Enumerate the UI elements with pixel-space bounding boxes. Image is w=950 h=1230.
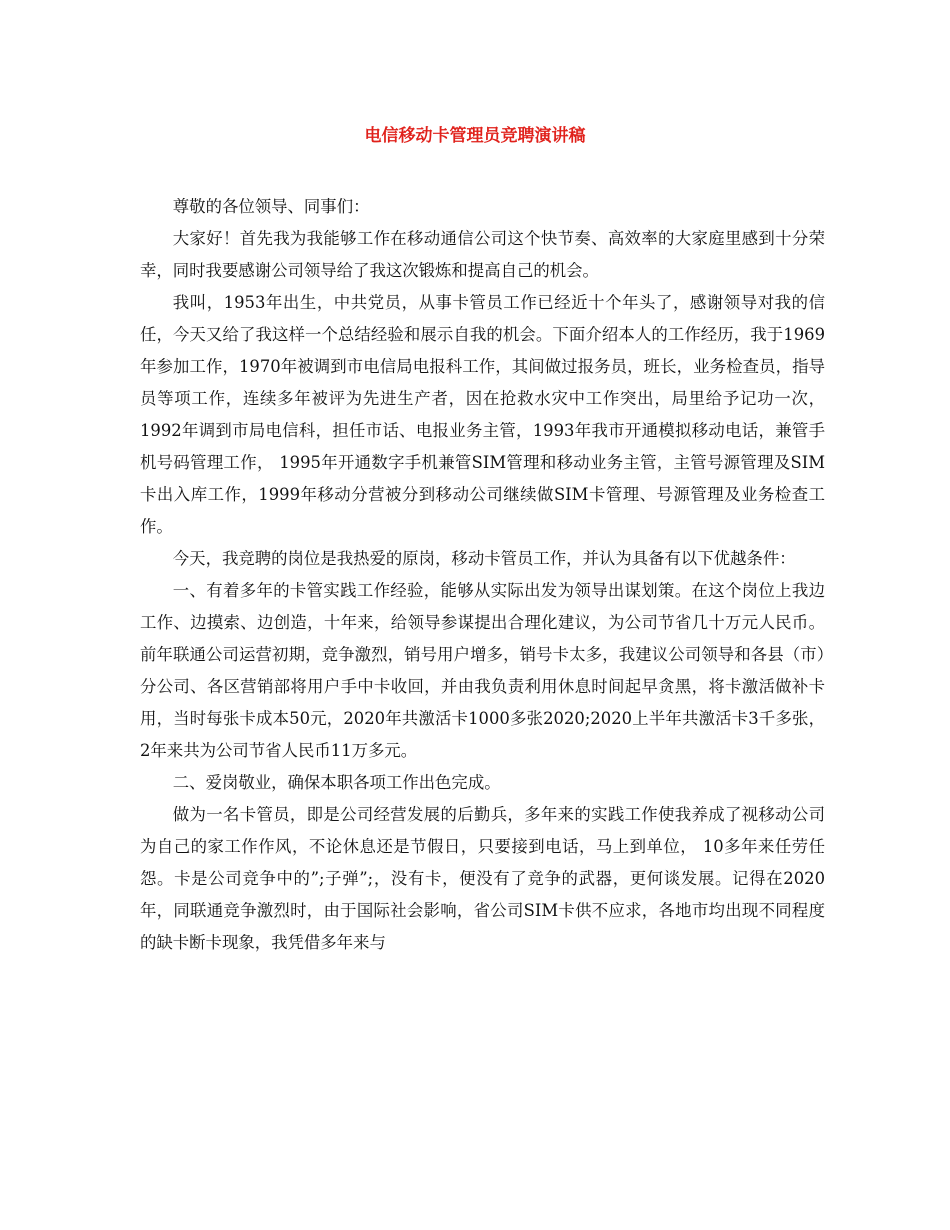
document-title: 电信移动卡管理员竞聘演讲稿: [364, 126, 586, 146]
experience-paragraph: 我叫，1953年出生，中共党员，从事卡管员工作已经近十个年头了，感谢领导对我的信任，今天又给了我这样一个总结经验和展示自我的机会。下面介绍本人的工作经历，我于1969年参加工作，1970年被调到市电信局电报科工作，其间做过报务员，班长，业务检查员，指导员等项工作，连续多年被评为先进生产者，因在抢救水灾中工作突出，局里给予记功一次，1992年调到市局电信科，担任市话、电报业务主管，1993年我市开通模拟移动电话，兼管手机号码管理工作， 1995年开通数字手机兼管SIM管理和移动业务主管，主管号源管理及SIM卡出入库工作，1999年移动分营被分到移动公司继续做SIM卡管理、号源管理及业务检查工作。: [140, 293, 825, 536]
document-body: [140, 191, 825, 959]
intro-paragraph: 大家好！首先我为我能够工作在移动通信公司这个快节奏、高效率的大家庭里感到十分荣幸，同时我要感谢公司领导给了我这次锻炼和提高自己的机会。: [140, 229, 825, 280]
advantage-two-heading: 二、爱岗敬业，确保本职各项工作出色完成。: [172, 773, 501, 792]
position-paragraph: 今天，我竞聘的岗位是我热爱的原岗，移动卡管员工作，并认为具备有以下优越条件：: [172, 549, 796, 568]
greeting-paragraph: 尊敬的各位领导、同事们：: [172, 197, 370, 216]
advantage-one-paragraph: 一、有着多年的卡管实践工作经验，能够从实际出发为领导出谋划策。在这个岗位上我边工作、边摸索、边创造，十年来，给领导参谋提出合理化建议，为公司节省几十万元人民币。前年联通公司运营初期，竞争激烈，销号用户增多，销号卡太多，我建议公司领导和各县（市）分公司、各区营销部将用户手中卡收回，并由我负责利用休息时间起早贪黑，将卡激活做补卡用，当时每张卡成本50元，2020年共激活卡1000多张2020;2020上半年共激活卡3千多张，2年来共为公司节省人民币11万多元。: [140, 581, 825, 760]
dedication-paragraph: 做为一名卡管员，即是公司经营发展的后勤兵，多年来的实践工作使我养成了视移动公司为自己的家工作作风，不论休息还是节假日，只要接到电话，马上到单位， 10多年来任劳任怨。卡是公司竞争中的”;子弹”;，没有卡，便没有了竞争的武器，更何谈发展。记得在2020年，同联通竞争激烈时，由于国际社会影响，省公司SIM卡供不应求，各地市均出现不同程度的缺卡断卡现象，我凭借多年来与: [140, 805, 825, 952]
